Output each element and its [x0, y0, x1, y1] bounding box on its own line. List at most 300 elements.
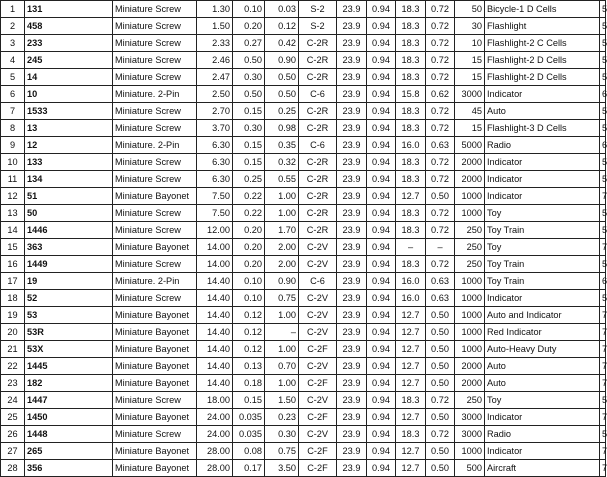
filament-cell: C-2V — [299, 392, 337, 409]
candlepower-cell: 0.03 — [265, 1, 299, 18]
lamp-number-cell: 131 — [25, 1, 113, 18]
lamp-number-cell: 265 — [25, 443, 113, 460]
row-number-cell: 10 — [1, 154, 25, 171]
amps-cell: 0.20 — [233, 239, 265, 256]
light-center-in-cell: 0.72 — [426, 171, 455, 188]
application-cell: Aircraft — [485, 460, 600, 477]
table-row — [1, 239, 606, 256]
light-center-mm-cell: 18.3 — [396, 222, 426, 239]
amps-cell: 0.10 — [233, 273, 265, 290]
application-cell: Toy Train — [485, 222, 600, 239]
light-center-mm-cell: 16.0 — [396, 290, 426, 307]
candlepower-cell: 2.00 — [265, 239, 299, 256]
filament-cell: C-2R — [299, 205, 337, 222]
application-cell: Auto — [485, 358, 600, 375]
lamp-number-cell: 53 — [25, 307, 113, 324]
light-center-in-cell: 0.50 — [426, 307, 455, 324]
light-center-mm-cell: 18.3 — [396, 154, 426, 171]
length-in-cell: 0.94 — [367, 409, 396, 426]
volts-cell: 14.40 — [197, 375, 233, 392]
candlepower-cell: 3.50 — [265, 460, 299, 477]
row-number-cell: 12 — [1, 188, 25, 205]
row-number-cell: 24 — [1, 392, 25, 409]
length-in-cell: 0.94 — [367, 256, 396, 273]
base-type-cell: Miniature Screw — [113, 222, 197, 239]
base-type-cell: Miniature Screw — [113, 392, 197, 409]
amps-cell: 0.20 — [233, 18, 265, 35]
row-number-cell: 3 — [1, 35, 25, 52]
light-center-mm-cell: 12.7 — [396, 341, 426, 358]
bulb-code-cell: 5 — [600, 103, 606, 120]
candlepower-cell: 1.00 — [265, 341, 299, 358]
bulb-code-cell: 6 — [600, 273, 606, 290]
candlepower-cell: 0.75 — [265, 443, 299, 460]
life-hours-cell: 3000 — [455, 409, 485, 426]
volts-cell: 28.00 — [197, 460, 233, 477]
row-number-cell: 13 — [1, 205, 25, 222]
lamp-number-cell: 1449 — [25, 256, 113, 273]
table-row — [1, 18, 606, 35]
bulb-code-cell: 5 — [600, 222, 606, 239]
light-center-mm-cell: 18.3 — [396, 18, 426, 35]
volts-cell: 24.00 — [197, 426, 233, 443]
candlepower-cell: 2.00 — [265, 256, 299, 273]
length-in-cell: 0.94 — [367, 18, 396, 35]
volts-cell: 14.40 — [197, 341, 233, 358]
table-row — [1, 1, 606, 18]
filament-cell: C-2V — [299, 239, 337, 256]
life-hours-cell: 2000 — [455, 375, 485, 392]
length-in-cell: 0.94 — [367, 52, 396, 69]
bulb-code-cell: 6 — [600, 137, 606, 154]
filament-cell: C-2R — [299, 222, 337, 239]
amps-cell: 0.12 — [233, 307, 265, 324]
volts-cell: 14.40 — [197, 324, 233, 341]
row-number-cell: 17 — [1, 273, 25, 290]
bulb-code-cell: 5 — [600, 426, 606, 443]
amps-cell: 0.22 — [233, 188, 265, 205]
base-type-cell: Miniature Screw — [113, 69, 197, 86]
row-number-cell: 5 — [1, 69, 25, 86]
application-cell: Red Indicator — [485, 324, 600, 341]
application-cell: Toy Train — [485, 256, 600, 273]
candlepower-cell: 0.75 — [265, 290, 299, 307]
candlepower-cell: 0.32 — [265, 154, 299, 171]
bulb-code-cell: 7 — [600, 375, 606, 392]
lamp-number-cell: 1446 — [25, 222, 113, 239]
filament-cell: C-2R — [299, 154, 337, 171]
amps-cell: 0.035 — [233, 409, 265, 426]
length-mm-cell: 23.9 — [337, 52, 367, 69]
lamp-number-cell: 1445 — [25, 358, 113, 375]
volts-cell: 14.40 — [197, 358, 233, 375]
table-row — [1, 222, 606, 239]
length-mm-cell: 23.9 — [337, 171, 367, 188]
candlepower-cell: 0.90 — [265, 52, 299, 69]
filament-cell: C-2V — [299, 426, 337, 443]
life-hours-cell: 1000 — [455, 290, 485, 307]
filament-cell: C-2V — [299, 290, 337, 307]
table-row — [1, 375, 606, 392]
bulb-code-cell: 5 — [600, 18, 606, 35]
candlepower-cell: 0.23 — [265, 409, 299, 426]
bulb-code-cell: 7 — [600, 324, 606, 341]
base-type-cell: Miniature Bayonet — [113, 239, 197, 256]
table-row — [1, 154, 606, 171]
life-hours-cell: 250 — [455, 392, 485, 409]
bulb-code-cell: 5 — [600, 171, 606, 188]
base-type-cell: Miniature Screw — [113, 52, 197, 69]
table-row — [1, 69, 606, 86]
light-center-in-cell: 0.50 — [426, 409, 455, 426]
base-type-cell: Miniature Screw — [113, 35, 197, 52]
length-in-cell: 0.94 — [367, 290, 396, 307]
filament-cell: S-2 — [299, 18, 337, 35]
amps-cell: 0.22 — [233, 205, 265, 222]
volts-cell: 2.46 — [197, 52, 233, 69]
lamp-number-cell: 133 — [25, 154, 113, 171]
filament-cell: C-2R — [299, 120, 337, 137]
light-center-mm-cell: 18.3 — [396, 35, 426, 52]
lamp-number-cell: 50 — [25, 205, 113, 222]
filament-cell: C-2F — [299, 443, 337, 460]
length-in-cell: 0.94 — [367, 137, 396, 154]
row-number-cell: 28 — [1, 460, 25, 477]
life-hours-cell: 10 — [455, 35, 485, 52]
light-center-mm-cell: 18.3 — [396, 103, 426, 120]
row-number-cell: 9 — [1, 137, 25, 154]
length-mm-cell: 23.9 — [337, 290, 367, 307]
bulb-code-cell: 7 — [600, 443, 606, 460]
light-center-mm-cell: 18.3 — [396, 426, 426, 443]
bulb-code-cell: 5 — [600, 154, 606, 171]
length-mm-cell: 23.9 — [337, 239, 367, 256]
application-cell: Toy — [485, 239, 600, 256]
filament-cell: C-2F — [299, 375, 337, 392]
length-in-cell: 0.94 — [367, 222, 396, 239]
lamp-number-cell: 13 — [25, 120, 113, 137]
light-center-in-cell: 0.72 — [426, 18, 455, 35]
application-cell: Flashlight-2 D Cells — [485, 69, 600, 86]
application-cell: Indicator — [485, 171, 600, 188]
filament-cell: C-2V — [299, 324, 337, 341]
filament-cell: C-2R — [299, 52, 337, 69]
table-row — [1, 188, 606, 205]
length-in-cell: 0.94 — [367, 273, 396, 290]
bulb-code-cell: 5 — [600, 69, 606, 86]
length-in-cell: 0.94 — [367, 341, 396, 358]
application-cell: Auto-Heavy Duty — [485, 341, 600, 358]
row-number-cell: 22 — [1, 358, 25, 375]
lamp-number-cell: 1448 — [25, 426, 113, 443]
life-hours-cell: 2000 — [455, 358, 485, 375]
amps-cell: 0.30 — [233, 120, 265, 137]
candlepower-cell: 1.50 — [265, 392, 299, 409]
row-number-cell: 20 — [1, 324, 25, 341]
application-cell: Indicator — [485, 154, 600, 171]
volts-cell: 1.50 — [197, 18, 233, 35]
lamp-number-cell: 134 — [25, 171, 113, 188]
amps-cell: 0.20 — [233, 222, 265, 239]
amps-cell: 0.15 — [233, 392, 265, 409]
length-in-cell: 0.94 — [367, 375, 396, 392]
volts-cell: 14.00 — [197, 256, 233, 273]
amps-cell: 0.50 — [233, 86, 265, 103]
lamp-number-cell: 12 — [25, 137, 113, 154]
lamp-number-cell: 51 — [25, 188, 113, 205]
table-row — [1, 52, 606, 69]
light-center-in-cell: 0.72 — [426, 52, 455, 69]
light-center-in-cell: 0.63 — [426, 273, 455, 290]
candlepower-cell: 1.70 — [265, 222, 299, 239]
filament-cell: C-2R — [299, 35, 337, 52]
row-number-cell: 18 — [1, 290, 25, 307]
bulb-code-cell: 7 — [600, 409, 606, 426]
row-number-cell: 11 — [1, 171, 25, 188]
row-number-cell: 4 — [1, 52, 25, 69]
base-type-cell: Miniature Bayonet — [113, 443, 197, 460]
bulb-code-cell: 5 — [600, 290, 606, 307]
length-in-cell: 0.94 — [367, 188, 396, 205]
light-center-mm-cell: 18.3 — [396, 392, 426, 409]
candlepower-cell: 0.12 — [265, 18, 299, 35]
amps-cell: 0.17 — [233, 460, 265, 477]
application-cell: Indicator — [485, 409, 600, 426]
light-center-mm-cell: 12.7 — [396, 460, 426, 477]
life-hours-cell: 3000 — [455, 426, 485, 443]
length-mm-cell: 23.9 — [337, 35, 367, 52]
application-cell: Toy Train — [485, 273, 600, 290]
amps-cell: 0.15 — [233, 137, 265, 154]
volts-cell: 18.00 — [197, 392, 233, 409]
candlepower-cell: 1.00 — [265, 375, 299, 392]
table-row — [1, 358, 606, 375]
life-hours-cell: 1000 — [455, 188, 485, 205]
filament-cell: C-2V — [299, 358, 337, 375]
life-hours-cell: 500 — [455, 460, 485, 477]
table-row — [1, 171, 606, 188]
lamp-number-cell: 458 — [25, 18, 113, 35]
life-hours-cell: 1000 — [455, 307, 485, 324]
filament-cell: C-2R — [299, 69, 337, 86]
light-center-mm-cell: 12.7 — [396, 443, 426, 460]
length-mm-cell: 23.9 — [337, 324, 367, 341]
life-hours-cell: 1000 — [455, 324, 485, 341]
row-number-cell: 1 — [1, 1, 25, 18]
light-center-mm-cell: 18.3 — [396, 256, 426, 273]
light-center-in-cell: 0.50 — [426, 188, 455, 205]
base-type-cell: Miniature Bayonet — [113, 375, 197, 392]
lamp-number-cell: 1533 — [25, 103, 113, 120]
volts-cell: 6.30 — [197, 154, 233, 171]
volts-cell: 14.40 — [197, 290, 233, 307]
light-center-mm-cell: – — [396, 239, 426, 256]
light-center-mm-cell: 12.7 — [396, 375, 426, 392]
length-in-cell: 0.94 — [367, 1, 396, 18]
base-type-cell: Miniature. 2-Pin — [113, 273, 197, 290]
base-type-cell: Miniature Screw — [113, 154, 197, 171]
length-in-cell: 0.94 — [367, 86, 396, 103]
bulb-code-cell: 5 — [600, 256, 606, 273]
filament-cell: C-2F — [299, 460, 337, 477]
volts-cell: 7.50 — [197, 205, 233, 222]
volts-cell: 1.30 — [197, 1, 233, 18]
amps-cell: 0.30 — [233, 69, 265, 86]
light-center-in-cell: 0.72 — [426, 69, 455, 86]
amps-cell: 0.50 — [233, 52, 265, 69]
lamp-number-cell: 19 — [25, 273, 113, 290]
amps-cell: 0.12 — [233, 341, 265, 358]
row-number-cell: 6 — [1, 86, 25, 103]
row-number-cell: 14 — [1, 222, 25, 239]
row-number-cell: 16 — [1, 256, 25, 273]
application-cell: Radio — [485, 137, 600, 154]
life-hours-cell: 5000 — [455, 137, 485, 154]
table-row — [1, 341, 606, 358]
table-row — [1, 86, 606, 103]
volts-cell: 14.40 — [197, 307, 233, 324]
life-hours-cell: 1000 — [455, 273, 485, 290]
filament-cell: C-6 — [299, 86, 337, 103]
length-mm-cell: 23.9 — [337, 375, 367, 392]
length-in-cell: 0.94 — [367, 120, 396, 137]
lamp-number-cell: 53X — [25, 341, 113, 358]
candlepower-cell: – — [265, 324, 299, 341]
volts-cell: 14.00 — [197, 239, 233, 256]
length-mm-cell: 23.9 — [337, 86, 367, 103]
application-cell: Auto — [485, 375, 600, 392]
filament-cell: C-2R — [299, 171, 337, 188]
length-in-cell: 0.94 — [367, 154, 396, 171]
lamp-number-cell: 182 — [25, 375, 113, 392]
candlepower-cell: 0.55 — [265, 171, 299, 188]
base-type-cell: Miniature Bayonet — [113, 307, 197, 324]
table-row — [1, 324, 606, 341]
row-number-cell: 21 — [1, 341, 25, 358]
bulb-code-cell: 5 — [600, 52, 606, 69]
application-cell: Flashlight — [485, 18, 600, 35]
light-center-in-cell: 0.50 — [426, 460, 455, 477]
volts-cell: 7.50 — [197, 188, 233, 205]
light-center-mm-cell: 12.7 — [396, 324, 426, 341]
application-cell: Flashlight-2 C Cells — [485, 35, 600, 52]
volts-cell: 2.50 — [197, 86, 233, 103]
application-cell: Radio — [485, 426, 600, 443]
length-mm-cell: 23.9 — [337, 307, 367, 324]
bulb-code-cell: 5 — [600, 35, 606, 52]
length-mm-cell: 23.9 — [337, 409, 367, 426]
lamp-number-cell: 10 — [25, 86, 113, 103]
base-type-cell: Miniature Screw — [113, 120, 197, 137]
length-mm-cell: 23.9 — [337, 358, 367, 375]
application-cell: Flashlight-3 D Cells — [485, 120, 600, 137]
base-type-cell: Miniature Screw — [113, 205, 197, 222]
candlepower-cell: 0.30 — [265, 426, 299, 443]
light-center-in-cell: 0.62 — [426, 86, 455, 103]
base-type-cell: Miniature Bayonet — [113, 358, 197, 375]
light-center-mm-cell: 15.8 — [396, 86, 426, 103]
application-cell: Indicator — [485, 290, 600, 307]
bulb-code-cell: 5 — [600, 1, 606, 18]
candlepower-cell: 0.35 — [265, 137, 299, 154]
row-number-cell: 25 — [1, 409, 25, 426]
base-type-cell: Miniature Bayonet — [113, 188, 197, 205]
light-center-in-cell: 0.72 — [426, 103, 455, 120]
table-row — [1, 35, 606, 52]
length-mm-cell: 23.9 — [337, 69, 367, 86]
light-center-mm-cell: 18.3 — [396, 205, 426, 222]
length-mm-cell: 23.9 — [337, 222, 367, 239]
light-center-mm-cell: 18.3 — [396, 52, 426, 69]
base-type-cell: Miniature Screw — [113, 103, 197, 120]
light-center-mm-cell: 18.3 — [396, 1, 426, 18]
life-hours-cell: 15 — [455, 69, 485, 86]
lamp-number-cell: 52 — [25, 290, 113, 307]
table-row — [1, 205, 606, 222]
amps-cell: 0.15 — [233, 154, 265, 171]
lamp-number-cell: 1447 — [25, 392, 113, 409]
lamp-number-cell: 1450 — [25, 409, 113, 426]
volts-cell: 24.00 — [197, 409, 233, 426]
table-row — [1, 443, 606, 460]
base-type-cell: Miniature Screw — [113, 1, 197, 18]
length-mm-cell: 23.9 — [337, 188, 367, 205]
lamp-number-cell: 14 — [25, 69, 113, 86]
length-in-cell: 0.94 — [367, 205, 396, 222]
lamp-number-cell: 233 — [25, 35, 113, 52]
candlepower-cell: 0.98 — [265, 120, 299, 137]
filament-cell: C-6 — [299, 273, 337, 290]
light-center-in-cell: 0.72 — [426, 256, 455, 273]
filament-cell: C-2F — [299, 341, 337, 358]
light-center-in-cell: 0.72 — [426, 426, 455, 443]
bulb-code-cell: 7 — [600, 341, 606, 358]
amps-cell: 0.08 — [233, 443, 265, 460]
life-hours-cell: 15 — [455, 52, 485, 69]
light-center-mm-cell: 16.0 — [396, 137, 426, 154]
light-center-in-cell: 0.72 — [426, 35, 455, 52]
life-hours-cell: 3000 — [455, 86, 485, 103]
filament-cell: S-2 — [299, 1, 337, 18]
filament-cell: C-2R — [299, 188, 337, 205]
length-mm-cell: 23.9 — [337, 392, 367, 409]
application-cell: Flashlight-2 D Cells — [485, 52, 600, 69]
light-center-in-cell: 0.63 — [426, 290, 455, 307]
light-center-in-cell: 0.72 — [426, 392, 455, 409]
light-center-mm-cell: 18.3 — [396, 69, 426, 86]
base-type-cell: Miniature Bayonet — [113, 460, 197, 477]
table-row — [1, 392, 606, 409]
length-in-cell: 0.94 — [367, 35, 396, 52]
life-hours-cell: 30 — [455, 18, 485, 35]
length-mm-cell: 23.9 — [337, 256, 367, 273]
light-center-in-cell: 0.50 — [426, 341, 455, 358]
life-hours-cell: 250 — [455, 222, 485, 239]
volts-cell: 6.30 — [197, 171, 233, 188]
length-mm-cell: 23.9 — [337, 103, 367, 120]
light-center-in-cell: 0.72 — [426, 1, 455, 18]
length-mm-cell: 23.9 — [337, 426, 367, 443]
light-center-in-cell: 0.50 — [426, 443, 455, 460]
volts-cell: 12.00 — [197, 222, 233, 239]
length-in-cell: 0.94 — [367, 307, 396, 324]
life-hours-cell: 1000 — [455, 205, 485, 222]
base-type-cell: Miniature. 2-Pin — [113, 86, 197, 103]
length-mm-cell: 23.9 — [337, 18, 367, 35]
base-type-cell: Miniature Screw — [113, 256, 197, 273]
candlepower-cell: 0.70 — [265, 358, 299, 375]
amps-cell: 0.13 — [233, 358, 265, 375]
